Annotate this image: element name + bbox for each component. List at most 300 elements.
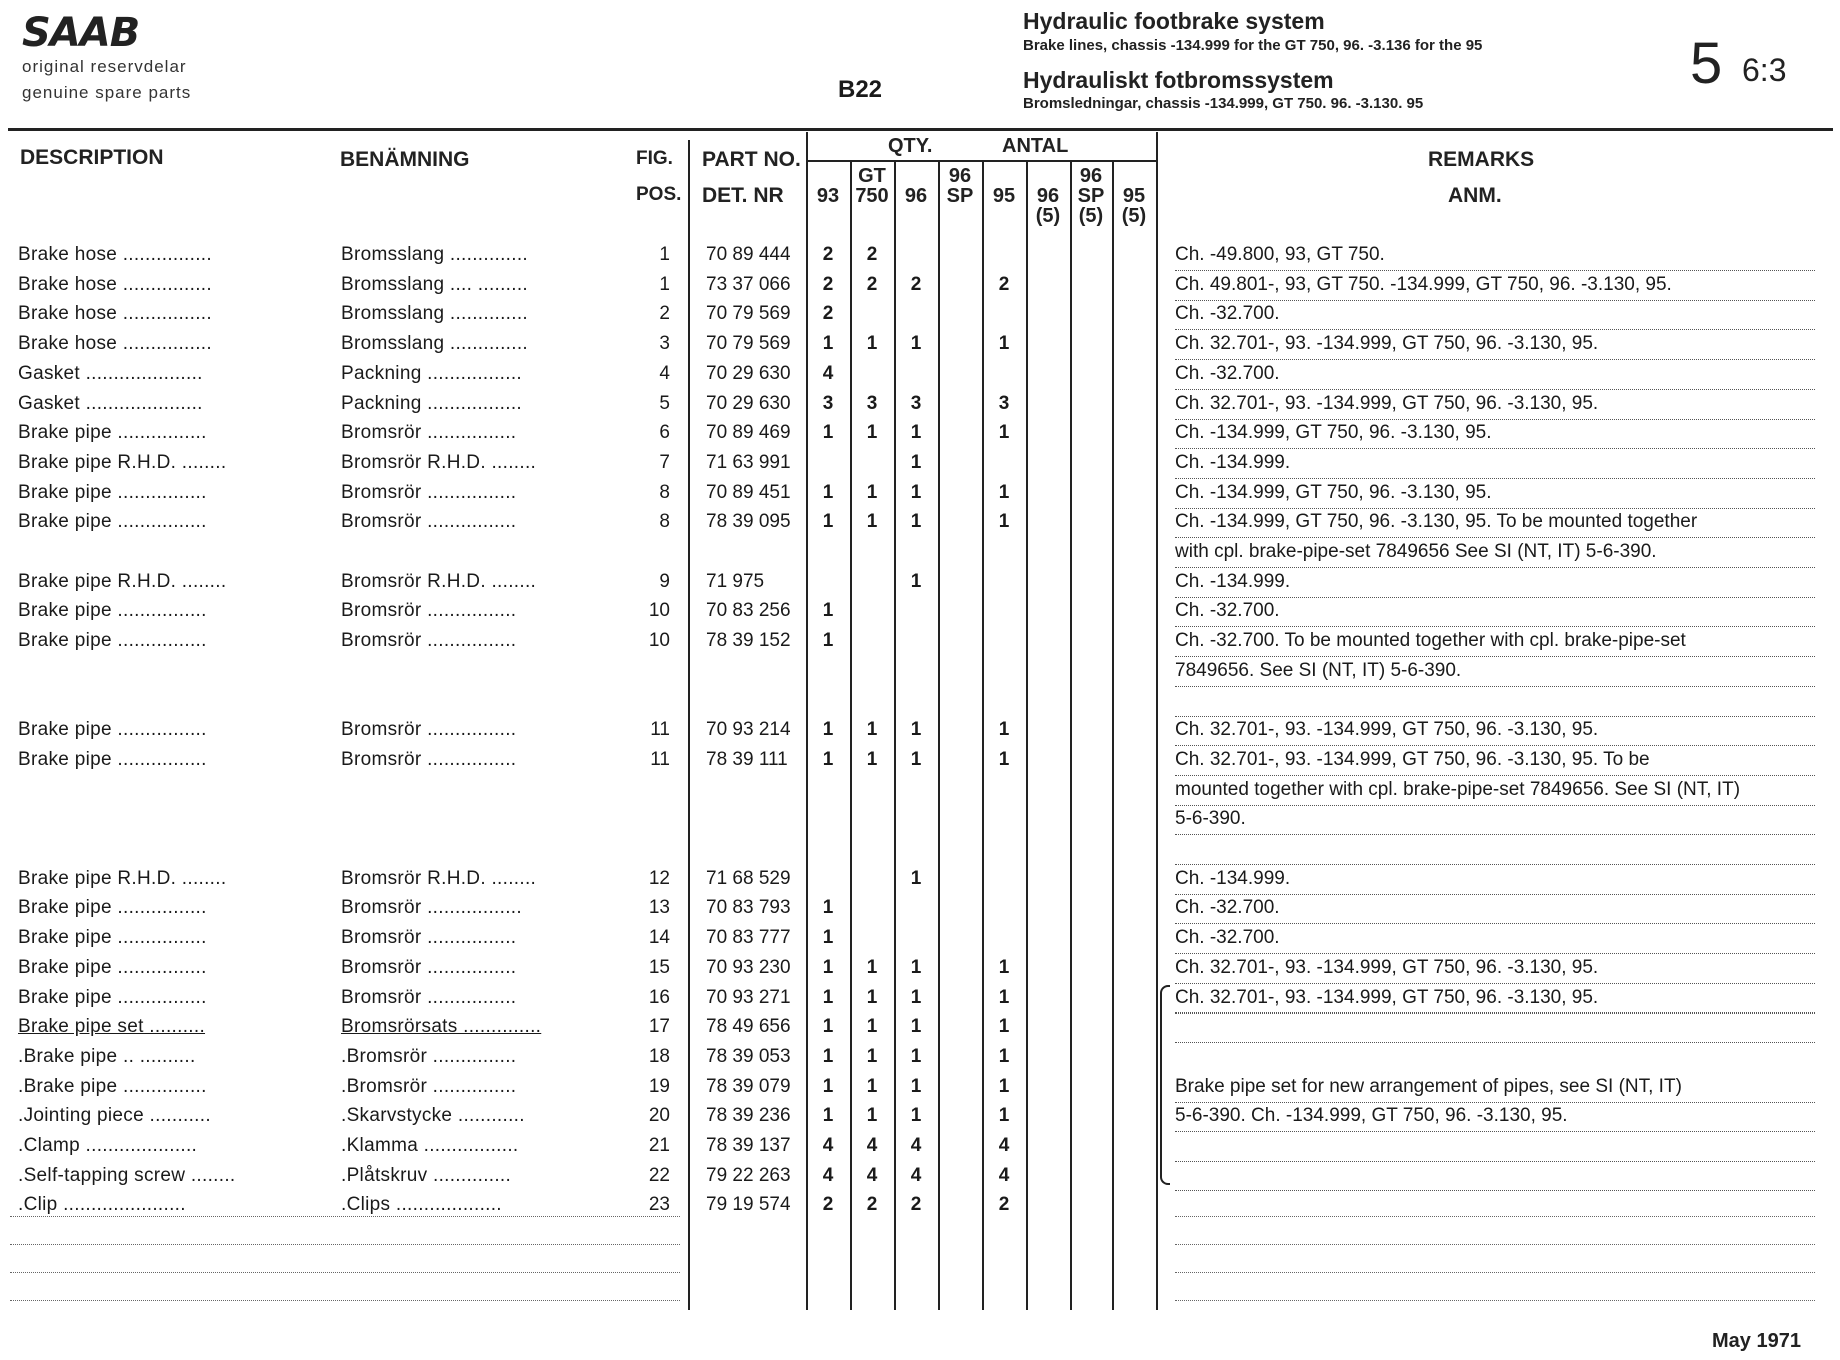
row-qty: 1 bbox=[866, 986, 878, 1008]
row-remarks: Ch. -32.700. To be mounted together with cpl. brake-pipe-set bbox=[1175, 626, 1815, 657]
row-qty: 1 bbox=[822, 719, 834, 741]
empty-line bbox=[10, 1216, 680, 1217]
table-row bbox=[0, 1042, 1840, 1072]
row-benamning: .Clips ................... bbox=[341, 1194, 502, 1216]
row-description: Brake pipe ................ bbox=[18, 986, 207, 1008]
col-header-partno: PART NO. bbox=[702, 148, 801, 171]
model-header-line2: 93 bbox=[816, 185, 840, 207]
table-row bbox=[0, 893, 1840, 923]
col-header-anm: ANM. bbox=[1448, 184, 1502, 207]
row-position: 3 bbox=[659, 333, 670, 355]
row-remarks-continuation bbox=[1175, 834, 1815, 865]
model-header-line2: 95 bbox=[1122, 185, 1146, 207]
row-position: 13 bbox=[648, 897, 670, 919]
col-header-antal: ANTAL bbox=[1002, 135, 1069, 157]
row-remarks: Ch. -134.999, GT 750, 96. -3.130, 95. To be mounted together bbox=[1175, 507, 1815, 538]
row-benamning: Bromsrör ................ bbox=[341, 927, 517, 949]
row-description: Brake pipe ................ bbox=[18, 600, 207, 622]
row-part-number: 71 68 529 bbox=[706, 867, 791, 889]
empty-line bbox=[10, 1300, 680, 1301]
model-header-4 bbox=[982, 166, 1026, 226]
table-row bbox=[0, 478, 1840, 508]
table-row bbox=[0, 715, 1840, 745]
row-qty: 2 bbox=[910, 273, 922, 295]
row-description: Brake pipe ................ bbox=[18, 956, 207, 978]
row-position: 1 bbox=[659, 273, 670, 295]
table-row bbox=[0, 329, 1840, 359]
model-header-line3 bbox=[938, 206, 982, 226]
row-remarks: Ch. -134.999. bbox=[1175, 448, 1815, 479]
row-position: 2 bbox=[659, 303, 670, 325]
row-position: 12 bbox=[648, 867, 670, 889]
row-part-number: 73 37 066 bbox=[706, 273, 791, 295]
row-remarks: Ch. -32.700. bbox=[1175, 893, 1815, 924]
row-description: Gasket ..................... bbox=[18, 362, 203, 384]
row-remarks bbox=[1175, 1161, 1815, 1162]
row-qty: 2 bbox=[866, 273, 878, 295]
table-row bbox=[0, 270, 1840, 300]
row-description: Brake pipe ................ bbox=[18, 719, 207, 741]
row-benamning: Bromsslang .... ......... bbox=[341, 273, 528, 295]
row-position: 17 bbox=[648, 1016, 670, 1038]
row-part-number: 71 63 991 bbox=[706, 451, 791, 473]
row-benamning: Bromsrör ................ bbox=[341, 748, 517, 770]
empty-line bbox=[10, 1272, 680, 1273]
row-description: Brake pipe ................ bbox=[18, 748, 207, 770]
row-qty: 1 bbox=[998, 1045, 1010, 1067]
row-part-number: 78 39 095 bbox=[706, 511, 791, 533]
row-position: 22 bbox=[648, 1164, 670, 1186]
subtitle-en: Brake lines, chassis -134.999 for the GT 750, 96. -3.136 for the 95 bbox=[1023, 37, 1483, 54]
model-header-line3 bbox=[982, 206, 1026, 226]
model-header-line2: 95 bbox=[992, 185, 1016, 207]
header-rule bbox=[8, 128, 1833, 131]
row-remarks: Ch. 32.701-, 93. -134.999, GT 750, 96. -3.130, 95. To be bbox=[1175, 745, 1815, 776]
row-benamning: Bromsrör ................ bbox=[341, 422, 517, 444]
row-qty: 2 bbox=[822, 244, 834, 265]
row-qty: 1 bbox=[910, 570, 922, 592]
row-qty: 1 bbox=[866, 719, 878, 741]
row-qty: 1 bbox=[866, 1075, 878, 1097]
row-part-number: 70 89 469 bbox=[706, 422, 791, 444]
table-row bbox=[0, 1101, 1840, 1131]
row-description: .Brake pipe .. .......... bbox=[18, 1045, 196, 1067]
model-header-line1: GT bbox=[858, 165, 886, 187]
row-part-number: 78 39 152 bbox=[706, 630, 791, 652]
row-description: Brake hose ................ bbox=[18, 273, 212, 295]
grid-line bbox=[806, 160, 1156, 162]
row-part-number: 79 22 263 bbox=[706, 1164, 791, 1186]
row-description: Brake pipe set .......... bbox=[18, 1016, 206, 1038]
row-remarks: Ch. -49.800, 93, GT 750. bbox=[1175, 240, 1815, 271]
col-header-remarks: REMARKS bbox=[1428, 148, 1535, 171]
row-position: 9 bbox=[659, 570, 670, 592]
row-part-number: 70 79 569 bbox=[706, 303, 791, 325]
row-position: 18 bbox=[648, 1045, 670, 1067]
row-remarks: Ch. 32.701-, 93. -134.999, GT 750, 96. -3.130, 95. bbox=[1175, 389, 1815, 420]
row-part-number: 78 39 137 bbox=[706, 1135, 791, 1156]
col-header-qty: QTY. bbox=[888, 135, 933, 157]
row-benamning: Bromsslang .............. bbox=[341, 333, 528, 355]
row-description: .Clamp .................... bbox=[18, 1135, 198, 1156]
col-header-fig: FIG. bbox=[636, 148, 673, 169]
row-description: Brake pipe ................ bbox=[18, 927, 207, 949]
row-qty: 1 bbox=[822, 422, 834, 444]
empty-line bbox=[1175, 1300, 1815, 1301]
row-part-number: 78 39 079 bbox=[706, 1075, 791, 1097]
row-qty: 1 bbox=[998, 1075, 1010, 1097]
row-qty: 2 bbox=[822, 1194, 834, 1216]
row-part-number: 70 83 777 bbox=[706, 927, 791, 949]
row-part-number: 71 975 bbox=[706, 570, 765, 592]
row-position: 6 bbox=[659, 422, 670, 444]
row-remarks-continuation: 7849656. See SI (NT, IT) 5-6-390. bbox=[1175, 656, 1815, 687]
row-qty: 1 bbox=[998, 748, 1010, 770]
row-remarks: Ch. 49.801-, 93, GT 750. -134.999, GT 750, 96. -3.130, 95. bbox=[1175, 270, 1815, 301]
col-header-description: DESCRIPTION bbox=[20, 146, 164, 169]
row-remarks: Ch. -32.700. bbox=[1175, 596, 1815, 627]
row-description: .Self-tapping screw ........ bbox=[18, 1164, 236, 1186]
logo-subtitle-en: genuine spare parts bbox=[22, 83, 192, 102]
row-remarks bbox=[1175, 1042, 1815, 1043]
table-row bbox=[0, 1072, 1840, 1102]
row-qty: 1 bbox=[910, 986, 922, 1008]
row-part-number: 70 93 271 bbox=[706, 986, 791, 1008]
row-benamning: Bromsrör ................ bbox=[341, 600, 517, 622]
row-qty: 1 bbox=[998, 719, 1010, 741]
row-qty: 1 bbox=[866, 422, 878, 444]
table-row bbox=[0, 507, 1840, 537]
model-header-line1: 96 bbox=[1079, 165, 1103, 187]
title-en: Hydraulic footbrake system bbox=[1023, 8, 1325, 34]
row-qty: 1 bbox=[822, 1016, 834, 1038]
row-remarks: 5-6-390. Ch. -134.999, GT 750, 96. -3.130, 95. bbox=[1175, 1101, 1815, 1132]
row-qty: 1 bbox=[822, 630, 834, 652]
row-remarks bbox=[1175, 1131, 1815, 1132]
row-remarks-continuation: mounted together with cpl. brake-pipe-set 7849656. See SI (NT, IT) bbox=[1175, 775, 1815, 806]
model-header-line1 bbox=[1026, 166, 1070, 186]
row-description: Brake hose ................ bbox=[18, 303, 212, 325]
row-remarks-continuation: with cpl. brake-pipe-set 7849656 See SI (NT, IT) 5-6-390. bbox=[1175, 537, 1815, 568]
table-row bbox=[0, 864, 1840, 894]
row-position: 10 bbox=[648, 630, 670, 652]
row-qty: 3 bbox=[998, 392, 1010, 414]
row-qty: 1 bbox=[822, 481, 834, 503]
row-benamning: .Klamma ................. bbox=[341, 1135, 519, 1156]
col-header-pos: POS. bbox=[636, 184, 682, 205]
row-remarks: Ch. -134.999, GT 750, 96. -3.130, 95. bbox=[1175, 418, 1815, 449]
row-description: Brake pipe ................ bbox=[18, 897, 207, 919]
row-qty: 1 bbox=[998, 1016, 1010, 1038]
empty-line bbox=[10, 1244, 680, 1245]
empty-line bbox=[1175, 1216, 1815, 1217]
row-qty: 1 bbox=[910, 451, 922, 473]
row-description: .Jointing piece ........... bbox=[18, 1105, 211, 1127]
row-remarks: Ch. -32.700. bbox=[1175, 299, 1815, 330]
row-part-number: 79 19 574 bbox=[706, 1194, 791, 1216]
col-header-benamning: BENÄMNING bbox=[340, 148, 470, 171]
row-benamning: .Bromsrör ............... bbox=[341, 1075, 517, 1097]
title-sv: Hydrauliskt fotbromssystem bbox=[1023, 67, 1334, 93]
model-header-line2: SP bbox=[946, 185, 974, 207]
row-benamning: Bromsrör R.H.D. ........ bbox=[341, 570, 537, 592]
row-qty: 1 bbox=[910, 333, 922, 355]
table-row bbox=[0, 1161, 1840, 1191]
row-qty: 1 bbox=[822, 1045, 834, 1067]
model-header-line3: (5) bbox=[1035, 205, 1061, 227]
model-header-line1 bbox=[806, 166, 850, 186]
row-qty: 2 bbox=[910, 1194, 922, 1216]
row-qty: 1 bbox=[998, 481, 1010, 503]
row-qty: 1 bbox=[822, 333, 834, 355]
row-description: Brake hose ................ bbox=[18, 244, 212, 265]
row-qty: 1 bbox=[910, 422, 922, 444]
row-qty: 4 bbox=[910, 1164, 922, 1186]
row-position: 20 bbox=[648, 1105, 670, 1127]
row-position: 1 bbox=[659, 244, 670, 265]
row-description: Brake pipe ................ bbox=[18, 481, 207, 503]
model-header-6 bbox=[1070, 166, 1112, 226]
row-qty: 1 bbox=[866, 333, 878, 355]
row-qty: 1 bbox=[910, 956, 922, 978]
model-header-line3 bbox=[806, 206, 850, 226]
row-description: Brake pipe ................ bbox=[18, 511, 207, 533]
row-position: 19 bbox=[648, 1075, 670, 1097]
row-position: 8 bbox=[659, 511, 670, 533]
row-position: 7 bbox=[659, 451, 670, 473]
row-qty: 1 bbox=[866, 511, 878, 533]
row-qty: 1 bbox=[822, 1075, 834, 1097]
page-sub-number: 6:3 bbox=[1742, 52, 1787, 88]
table-row bbox=[0, 359, 1840, 389]
row-part-number: 78 49 656 bbox=[706, 1016, 791, 1038]
row-benamning: .Plåtskruv .............. bbox=[341, 1164, 512, 1186]
row-qty: 1 bbox=[910, 867, 922, 889]
row-benamning: Bromsrör ................ bbox=[341, 630, 517, 652]
model-header-1 bbox=[850, 166, 894, 226]
table-row bbox=[0, 389, 1840, 419]
model-header-line1 bbox=[894, 166, 938, 186]
logo-subtitle-sv: original reservdelar bbox=[22, 57, 187, 76]
row-benamning: Bromsrör R.H.D. ........ bbox=[341, 451, 537, 473]
row-position: 16 bbox=[648, 986, 670, 1008]
row-qty: 1 bbox=[998, 511, 1010, 533]
row-benamning: Bromsrör ................ bbox=[341, 956, 517, 978]
model-header-line2: SP bbox=[1077, 185, 1105, 207]
table-row bbox=[0, 983, 1840, 1013]
row-remarks: Ch. 32.701-, 93. -134.999, GT 750, 96. -3.130, 95. bbox=[1175, 715, 1815, 746]
row-part-number: 78 39 111 bbox=[706, 748, 788, 770]
row-qty: 1 bbox=[822, 956, 834, 978]
row-remarks: Ch. -32.700. bbox=[1175, 359, 1815, 390]
model-header-line2: 96 bbox=[1036, 185, 1060, 207]
model-header-line3 bbox=[894, 206, 938, 226]
row-part-number: 70 29 630 bbox=[706, 362, 791, 384]
row-qty: 4 bbox=[998, 1135, 1010, 1156]
row-description: .Clip ...................... bbox=[18, 1194, 186, 1216]
model-header-line2: 96 bbox=[904, 185, 928, 207]
row-qty: 1 bbox=[822, 897, 834, 919]
page-section-number: 5 bbox=[1690, 31, 1723, 96]
row-qty: 4 bbox=[822, 1164, 834, 1186]
row-benamning: Bromsslang .............. bbox=[341, 303, 528, 325]
row-qty: 1 bbox=[910, 1045, 922, 1067]
empty-line bbox=[1175, 1244, 1815, 1245]
row-description: Brake hose ................ bbox=[18, 333, 212, 355]
table-row bbox=[0, 596, 1840, 626]
model-header-7 bbox=[1112, 166, 1156, 226]
row-position: 10 bbox=[648, 600, 670, 622]
row-qty: 1 bbox=[866, 1105, 878, 1127]
row-description: Brake pipe ................ bbox=[18, 422, 207, 444]
model-header-line3: (5) bbox=[1078, 205, 1104, 227]
set-bracket bbox=[1160, 985, 1170, 1185]
table-row bbox=[0, 299, 1840, 329]
row-qty: 4 bbox=[866, 1135, 878, 1156]
row-remarks: Brake pipe set for new arrangement of pipes, see SI (NT, IT) bbox=[1175, 1072, 1815, 1103]
row-qty: 1 bbox=[866, 1045, 878, 1067]
row-qty: 1 bbox=[998, 333, 1010, 355]
row-remarks: Ch. -134.999. bbox=[1175, 567, 1815, 598]
row-position: 4 bbox=[659, 362, 670, 384]
row-qty: 2 bbox=[998, 1194, 1010, 1216]
row-qty: 3 bbox=[866, 392, 878, 414]
row-qty: 1 bbox=[910, 1016, 922, 1038]
row-part-number: 70 89 451 bbox=[706, 481, 791, 503]
model-header-0 bbox=[806, 166, 850, 226]
row-description: Brake pipe R.H.D. ........ bbox=[18, 451, 227, 473]
model-header-2 bbox=[894, 166, 938, 226]
row-remarks: Ch. -134.999. bbox=[1175, 864, 1815, 895]
row-description: Brake pipe R.H.D. ........ bbox=[18, 570, 227, 592]
footer-date: May 1971 bbox=[1712, 1330, 1801, 1352]
row-position: 11 bbox=[650, 719, 670, 741]
table-row bbox=[0, 626, 1840, 656]
model-code: B22 bbox=[838, 76, 883, 103]
row-qty: 1 bbox=[910, 748, 922, 770]
row-benamning: .Skarvstycke ............ bbox=[341, 1105, 525, 1127]
row-remarks: Ch. -134.999, GT 750, 96. -3.130, 95. bbox=[1175, 478, 1815, 509]
row-qty: 1 bbox=[998, 1105, 1010, 1127]
row-part-number: 78 39 236 bbox=[706, 1105, 791, 1127]
model-header-line3: (5) bbox=[1121, 205, 1147, 227]
row-description: Brake pipe R.H.D. ........ bbox=[18, 867, 227, 889]
saab-logo: SAAB bbox=[22, 10, 140, 56]
row-qty: 3 bbox=[910, 392, 922, 414]
row-description: .Brake pipe ............... bbox=[18, 1075, 207, 1097]
row-remarks-continuation: 5-6-390. bbox=[1175, 804, 1815, 835]
row-qty: 2 bbox=[822, 273, 834, 295]
row-qty: 3 bbox=[822, 392, 834, 414]
row-remarks bbox=[1175, 1012, 1815, 1013]
row-benamning: Bromsslang .............. bbox=[341, 244, 528, 265]
table-row bbox=[0, 1012, 1840, 1042]
subtitle-sv: Bromsledningar, chassis -134.999, GT 750. 96. -3.130. 95 bbox=[1023, 95, 1424, 112]
model-header-line3 bbox=[850, 206, 894, 226]
row-qty: 1 bbox=[822, 1105, 834, 1127]
table-row bbox=[0, 745, 1840, 775]
row-qty: 1 bbox=[822, 986, 834, 1008]
table-row bbox=[0, 923, 1840, 953]
row-qty: 1 bbox=[866, 748, 878, 770]
row-part-number: 78 39 053 bbox=[706, 1045, 791, 1067]
model-header-line1: 96 bbox=[948, 165, 972, 187]
row-qty: 1 bbox=[822, 927, 834, 949]
row-position: 14 bbox=[648, 927, 670, 949]
row-remarks: Ch. 32.701-, 93. -134.999, GT 750, 96. -3.130, 95. bbox=[1175, 983, 1815, 1014]
row-qty: 1 bbox=[998, 422, 1010, 444]
row-qty: 1 bbox=[998, 956, 1010, 978]
row-qty: 1 bbox=[910, 1105, 922, 1127]
row-position: 11 bbox=[650, 748, 670, 770]
model-header-line1 bbox=[1112, 166, 1156, 186]
row-qty: 4 bbox=[910, 1135, 922, 1156]
row-benamning: Bromsrörsats .............. bbox=[341, 1016, 542, 1038]
table-row bbox=[0, 448, 1840, 478]
row-part-number: 70 29 630 bbox=[706, 392, 791, 414]
table-row bbox=[0, 240, 1840, 270]
row-part-number: 70 93 230 bbox=[706, 956, 791, 978]
table-row bbox=[0, 1131, 1840, 1161]
row-qty: 1 bbox=[910, 719, 922, 741]
row-qty: 4 bbox=[866, 1164, 878, 1186]
table-row bbox=[0, 953, 1840, 983]
row-benamning: Bromsrör ................ bbox=[341, 511, 517, 533]
row-benamning: Packning ................. bbox=[341, 392, 522, 414]
row-position: 5 bbox=[659, 392, 670, 414]
row-part-number: 70 79 569 bbox=[706, 333, 791, 355]
row-qty: 1 bbox=[866, 481, 878, 503]
row-qty: 1 bbox=[910, 1075, 922, 1097]
row-benamning: Packning ................. bbox=[341, 362, 522, 384]
row-qty: 1 bbox=[866, 956, 878, 978]
row-benamning: .Bromsrör ............... bbox=[341, 1045, 517, 1067]
row-qty: 1 bbox=[822, 600, 834, 622]
row-qty: 2 bbox=[998, 273, 1010, 295]
row-part-number: 70 83 256 bbox=[706, 600, 791, 622]
row-qty: 1 bbox=[998, 986, 1010, 1008]
row-qty: 1 bbox=[822, 748, 834, 770]
row-qty: 2 bbox=[866, 1194, 878, 1216]
row-qty: 1 bbox=[910, 511, 922, 533]
row-qty: 1 bbox=[866, 1016, 878, 1038]
empty-line bbox=[1175, 1272, 1815, 1273]
row-benamning: Bromsrör R.H.D. ........ bbox=[341, 867, 537, 889]
row-part-number: 70 93 214 bbox=[706, 719, 791, 741]
row-qty: 4 bbox=[822, 1135, 834, 1156]
row-part-number: 70 89 444 bbox=[706, 244, 791, 265]
row-qty: 4 bbox=[822, 362, 834, 384]
row-part-number: 70 83 793 bbox=[706, 897, 791, 919]
model-header-line2: 750 bbox=[855, 185, 889, 207]
row-benamning: Bromsrör ................ bbox=[341, 719, 517, 741]
row-benamning: Bromsrör ................ bbox=[341, 481, 517, 503]
model-header-line1 bbox=[982, 166, 1026, 186]
row-description: Gasket ..................... bbox=[18, 392, 203, 414]
row-remarks-continuation bbox=[1175, 686, 1815, 717]
row-position: 15 bbox=[648, 956, 670, 978]
row-qty: 2 bbox=[822, 303, 834, 325]
row-remarks: Ch. 32.701-, 93. -134.999, GT 750, 96. -3.130, 95. bbox=[1175, 953, 1815, 984]
table-row bbox=[0, 418, 1840, 448]
row-description: Brake pipe ................ bbox=[18, 630, 207, 652]
row-remarks: Ch. 32.701-, 93. -134.999, GT 750, 96. -3.130, 95. bbox=[1175, 329, 1815, 360]
model-header-3 bbox=[938, 166, 982, 226]
row-benamning: Bromsrör ................ bbox=[341, 986, 517, 1008]
table-row bbox=[0, 567, 1840, 597]
row-remarks bbox=[1175, 1190, 1815, 1191]
row-qty: 2 bbox=[866, 244, 878, 265]
